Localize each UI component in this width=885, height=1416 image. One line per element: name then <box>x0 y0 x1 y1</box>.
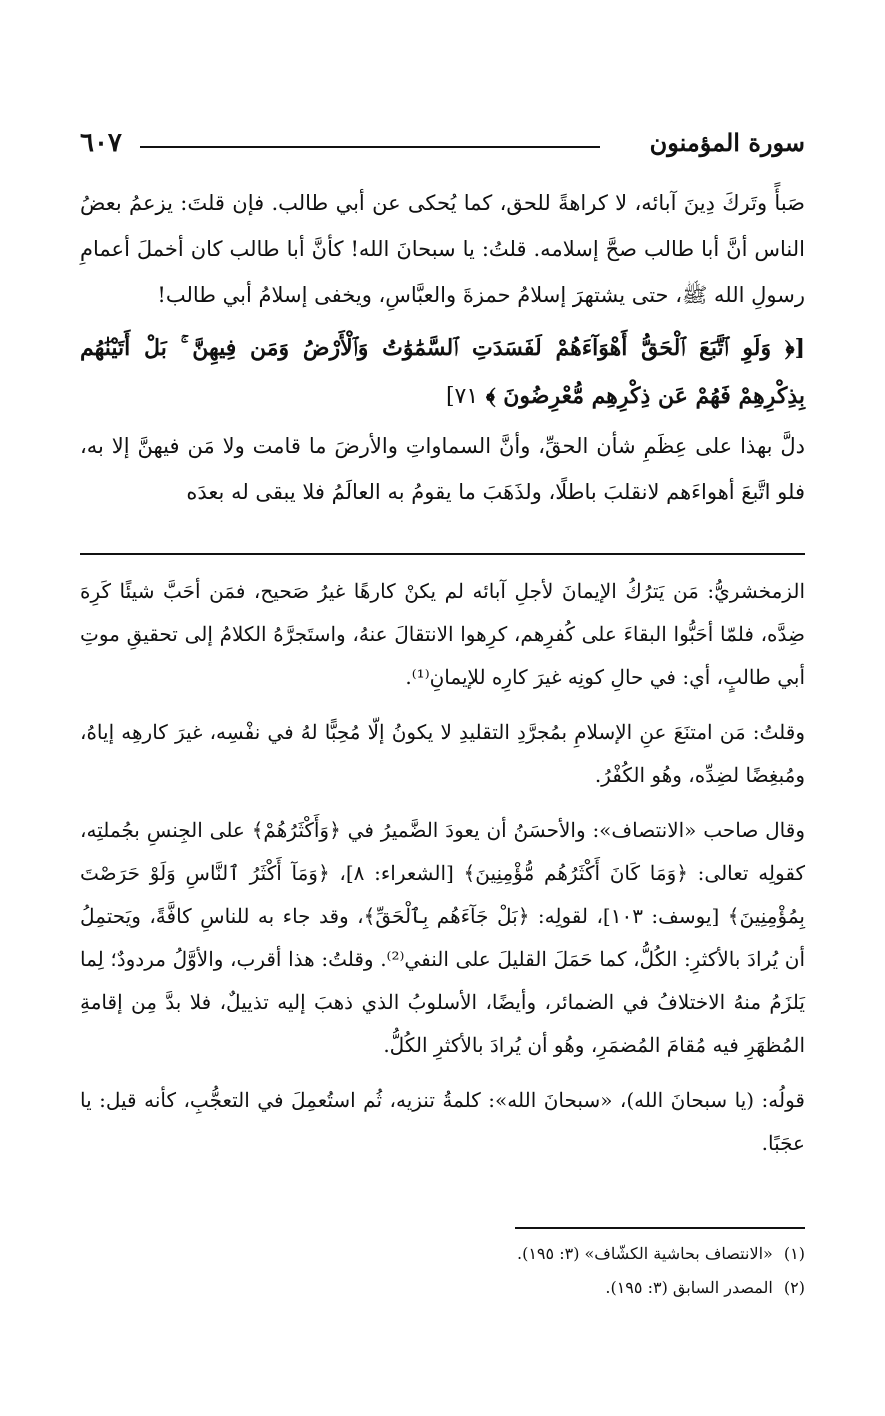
header-rule <box>140 146 600 148</box>
page-header <box>80 128 805 168</box>
footnote-divider <box>515 1227 805 1229</box>
footnote-number: (١) <box>783 1244 805 1263</box>
footnote <box>80 1240 805 1268</box>
surah-title: سورة المؤمنون <box>649 128 805 157</box>
main-text <box>80 180 805 515</box>
footnote-text: «الانتصاف بحاشية الكشّاف» (٣: ١٩٥). <box>517 1244 773 1263</box>
page-number: ٦٠٧ <box>80 128 122 158</box>
main-paragraph-1: صَبأً وتَركَ دِينَ آبائه، لا كراهةً للحق، كما يُحكى عن أبي طالب. فإن قلتَ: يزعمُ بعضُ الناس أنَّ أبا طالب صحَّ إسلامه. قلتُ: يا سبحانَ الله! كأنَّ أبا طالب كان أخملَ أعمامِ رسولِ الله ﷺ، حتى يشتهرَ إسلامُ حمزةَ والعبَّاسِ، ويخفى إسلامُ أبي طالب! <box>80 191 805 307</box>
commentary-paragraph-2: وقلتُ: مَن امتنَعَ عنِ الإسلامِ بمُجرَّدِ التقليدِ لا يكونُ إلّا مُحِبًّا لهُ في نفْسِه، غيرَ كارهِه إياهُ، ومُبغِضًا لضِدِّه، وهُو الكُفْرُ. <box>80 720 805 787</box>
commentary <box>80 570 805 1177</box>
commentary-paragraph-4: قولُه: (يا سبحانَ الله)، «سبحانَ الله»: كلمةُ تنزيه، ثُم استُعمِلَ في التعجُّبِ، كأنه قيل: يا عجَبًا. <box>80 1088 805 1155</box>
commentary-paragraph-1: الزمخشريُّ: مَن يَترُكُ الإيمانَ لأجلِ آبائه لم يكنْ كارهًا غيرُ صَحيح، فمَن أحَبَّ شيئًا كَرِهَ ضِدَّه، فلمّا أحَبُّوا البقاءَ على كُفرِهم، كرِهوا الانتقالَ عنهُ، واستَجرَّهُ الكلامُ إلى تحقيقِ موتِ أبي طالبٍ، أي: في حالِ كونِه غيرَ كارِه للإيمانِ⁽¹⁾. <box>80 579 805 689</box>
footnote-number: (٢) <box>783 1278 805 1297</box>
verse-number: ٧١] <box>445 384 479 409</box>
verse-text: [﴿ وَلَوِ ٱتَّبَعَ ٱلْحَقُّ أَهْوَآءَهُمْ لَفَسَدَتِ ٱلسَّمَٰوَٰتُ وَٱلْأَرْضُ وَمَن فِيهِنَّ ۚ بَلْ أَتَيْنَٰهُم بِذِكْرِهِمْ فَهُمْ عَن ذِكْرِهِم مُّعْرِضُونَ ﴾ <box>80 335 805 409</box>
footnotes <box>80 1240 805 1308</box>
footnote <box>80 1274 805 1302</box>
footnote-text: المصدر السابق (٣: ١٩٥). <box>605 1278 773 1297</box>
section-divider <box>80 553 805 555</box>
quran-verse <box>80 324 805 421</box>
main-paragraph-2: دلَّ بهذا على عِظَمِ شأن الحقِّ، وأنَّ السماواتِ والأرضَ ما قامت ولا مَن فيهنَّ إلا به، فلو اتَّبعَ أهواءَهم لانقلبَ باطلًا، ولذَهَبَ ما يقومُ به العالَمُ فلا يبقى له بعدَه <box>80 434 805 504</box>
commentary-paragraph-3: وقال صاحب «الانتصاف»: والأحسَنُ أن يعودَ الضَّميرُ في ﴿وَأَكْثَرُهُمْ﴾ على الجِنسِ بجُملتِه، كقولِه تعالى: ﴿وَمَا كَانَ أَكْثَرُهُم مُّؤْمِنِينَ﴾ [الشعراء: ٨]، ﴿وَمَآ أَكْثَرُ ٱلنَّاسِ وَلَوْ حَرَصْتَ بِمُؤْمِنِينَ﴾ [يوسف: ١٠٣]، لقولِه: ﴿بَلْ جَآءَهُم بِٱلْحَقِّ﴾، وقد جاء به للناسِ كافَّةً، ويَحتمِلُ أن يُرادَ بالأكثرِ: الكُلُّ، كما حَمَلَ القليلَ على النفي⁽²⁾. وقلتُ: هذا أقرب، والأوَّلُ مردودٌ؛ لِما يَلزَمُ منهُ الاختلافُ في الضمائر، وأيضًا، الأسلوبُ الذي ذهبَ إليه تذييلٌ، فلا بدَّ مِن إقامةِ المُظهَرِ فيه مُقامَ المُضمَرِ، وهُو أن يُرادَ بالأكثرِ الكُلُّ. <box>80 818 805 1057</box>
